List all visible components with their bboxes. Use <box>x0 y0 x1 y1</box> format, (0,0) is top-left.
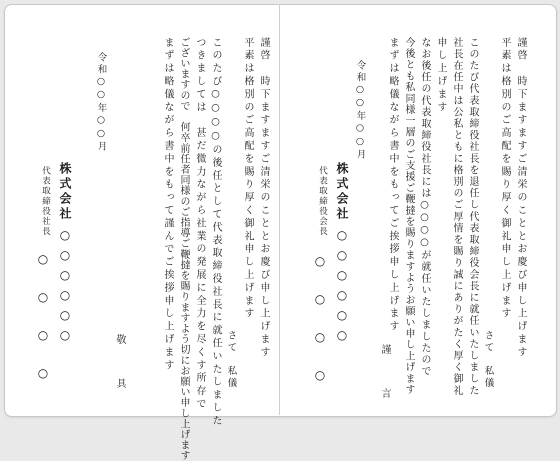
right-closing: 謹 言 <box>379 344 390 410</box>
right-title: 代表取締役会長 <box>317 166 328 237</box>
right-line-8: 今後とも私同様一層のご支援ご鞭撻を賜りますようお願い申し上げます <box>403 37 414 396</box>
center-fold-divider <box>279 4 280 415</box>
left-line-1: 謹啓 時下ますますご清栄のこととお慶び申し上げます <box>258 37 269 360</box>
right-line-4: このたび代表取締役社長を退任し代表取締役会長に就任いたしました <box>467 37 478 397</box>
left-person-name: ○○○○ <box>36 252 50 404</box>
right-line-1: 謹啓 時下ますますご清栄のこととお慶び申し上げます <box>515 37 526 360</box>
left-line-2: 平素は格別のご高配を賜り厚く御礼申し上げます <box>242 37 253 321</box>
right-line-2: 平素は格別のご高配を賜り厚く御礼申し上げます <box>499 37 510 321</box>
left-company-placeholder: ○○○○○○ <box>58 228 72 348</box>
right-line-7: なお後任の代表取締役社長には○○○○が就任いたしましたので <box>419 37 430 378</box>
right-line-5: 社長在任中は公私ともに格別のご厚情を賜り誠にありがたく厚く御礼 <box>451 37 462 397</box>
left-line-4: このたび○○○○の後任として代表取締役社長に就任いたしました <box>210 37 221 428</box>
left-title: 代表取締役社長 <box>40 166 51 237</box>
left-line-7: まずは略儀ながら書中をもって謹んでご挨拶申し上げます <box>162 37 173 373</box>
left-greeting-card <box>5 4 279 461</box>
left-company-name: 株式会社 <box>58 162 72 222</box>
right-line-9: まずは略儀ながら書中をもってご挨拶申し上げます <box>387 37 398 334</box>
right-line-3: さて 私儀 <box>482 330 494 390</box>
left-closing: 敬 具 <box>114 334 125 400</box>
right-company-placeholder: ○○○○○○ <box>335 228 349 348</box>
right-company-name: 株式会社 <box>335 162 349 222</box>
right-date: 令和○○年○○月 <box>354 60 366 162</box>
left-line-6: ございますので 何卒前任者同様のご指導ご鞭撻を賜りますよう切にお願い申し上げます <box>178 37 189 461</box>
left-line-3: さて 私儀 <box>225 330 237 390</box>
right-greeting-card <box>281 4 555 415</box>
left-line-5: つきましては 甚だ微力ながら社業の発展に全力を尽くす所存で <box>194 37 205 412</box>
right-person-name: ○○○○ <box>313 254 327 406</box>
left-date: 令和○○年○○月 <box>95 52 107 154</box>
right-line-6: 申し上げます <box>435 37 446 115</box>
